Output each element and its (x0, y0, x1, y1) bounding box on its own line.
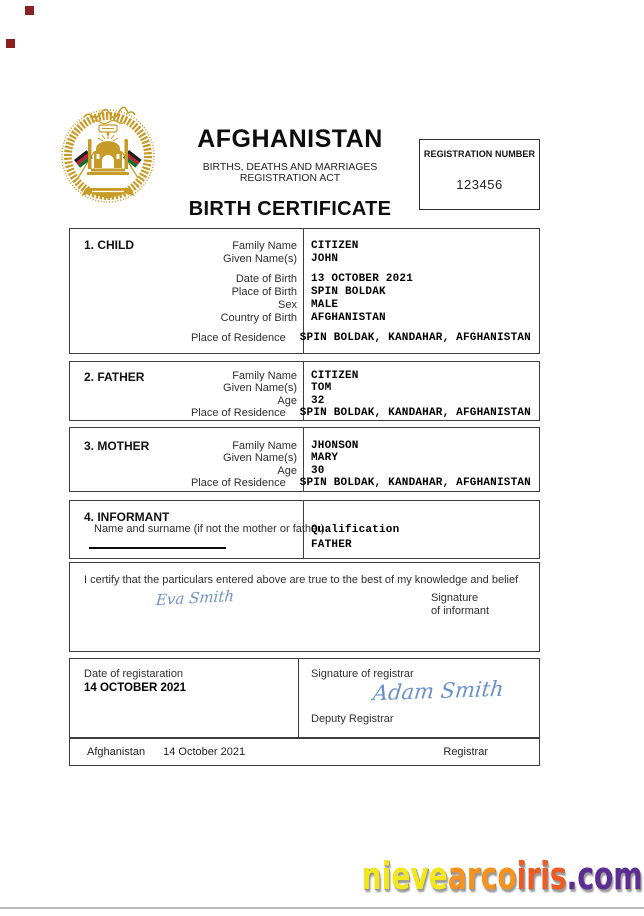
field-value: SPIN BOLDAK, KANDAHAR, AFGHANISTAN (299, 406, 531, 419)
country-title: AFGHANISTAN (197, 125, 383, 153)
section-mother (69, 427, 540, 492)
mother-fields (70, 440, 531, 489)
field-label: Family Name (232, 370, 297, 382)
registration-number-label: REGISTRATION NUMBER (423, 149, 536, 159)
watermark-segment: nieve (362, 854, 449, 898)
field-value: SPIN BOLDAK, KANDAHAR, AFGHANISTAN (299, 476, 531, 489)
field-row (70, 382, 531, 394)
field-label: Place of Residence (190, 406, 286, 419)
bottom-divider-line (0, 907, 644, 909)
child-fields (70, 240, 531, 345)
field-label: Sex (278, 299, 297, 311)
field-label: Place of Residence (190, 332, 286, 344)
informant-name-blank-line (89, 547, 226, 549)
field-row (70, 286, 531, 299)
section-title: 3. MOTHER (84, 439, 150, 453)
field-row (70, 407, 531, 419)
signature-caption (431, 592, 489, 618)
field-row (70, 370, 531, 382)
certification-statement: I certify that the particulars entered above are true to the best of my knowledge and belief (84, 574, 519, 586)
field-row (70, 240, 531, 253)
informant-signature: Eva Smith (155, 586, 235, 610)
section-father (69, 361, 540, 421)
section-informant (69, 500, 540, 559)
field-value: MALE (311, 299, 339, 311)
field-value: MARY (311, 452, 339, 465)
father-fields (70, 370, 531, 419)
field-row (70, 312, 531, 325)
field-value: 32 (311, 394, 325, 407)
field-value: CITIZEN (311, 370, 359, 382)
field-row (70, 253, 531, 266)
field-label: Age (277, 464, 297, 477)
afghanistan-emblem-icon (58, 100, 158, 210)
watermark-segment: .com (567, 854, 643, 898)
field-value: JOHN (311, 253, 339, 265)
watermark-segment: iris (517, 854, 568, 898)
decoration-square (25, 6, 34, 15)
field-label: Given Name(s) (223, 382, 297, 395)
field-value: 13 OCTOBER 2021 (311, 273, 414, 285)
signature-caption-line1: Signature (431, 592, 479, 604)
registrar-signature: Adam Smith (371, 676, 505, 706)
column-divider (298, 659, 299, 737)
footer-row (69, 738, 540, 766)
act-subtitle: BIRTHS, DEATHS AND MARRIAGES REGISTRATION ACT (202, 162, 378, 184)
registration-date-value: 14 OCTOBER 2021 (84, 682, 187, 694)
field-row (70, 477, 531, 489)
footer-country: Afghanistan (87, 746, 146, 758)
decoration-square (6, 39, 15, 48)
field-label: Date of Birth (235, 273, 297, 285)
field-value: AFGHANISTAN (311, 312, 386, 324)
field-label: Family Name (232, 240, 297, 252)
qualification-value: FATHER (311, 539, 352, 551)
field-value: TOM (311, 382, 332, 395)
section-child (69, 228, 540, 354)
registrar-signature-label: Signature of registrar (311, 668, 414, 680)
registrar-title: Deputy Registrar (311, 713, 394, 725)
qualification-label: Qualification (311, 524, 400, 536)
signature-caption-line2: of informant (431, 605, 490, 617)
field-label: Given Name(s) (223, 452, 297, 465)
field-row (70, 395, 531, 407)
field-value: 30 (311, 464, 325, 477)
field-value: JHONSON (311, 440, 359, 452)
informant-name-label: Name and surname (if not the mother or father) (94, 523, 325, 535)
field-label: Place of Birth (231, 286, 297, 298)
field-value: CITIZEN (311, 240, 359, 252)
footer-date: 14 October 2021 (163, 746, 246, 758)
field-label: Place of Residence (190, 476, 286, 489)
registration-number-box (419, 139, 540, 210)
field-row (70, 440, 531, 452)
field-row (70, 273, 531, 286)
field-row (70, 332, 531, 345)
field-label: Family Name (232, 440, 297, 452)
section-title: 4. INFORMANT (84, 510, 170, 524)
certification-box (69, 562, 540, 652)
field-value: SPIN BOLDAK (311, 286, 386, 298)
registration-date-label: Date of registaration (84, 668, 184, 680)
watermark-segment: arco (448, 854, 518, 898)
header (170, 126, 410, 220)
field-label: Given Name(s) (223, 253, 297, 265)
document-title: BIRTH CERTIFICATE (188, 198, 392, 220)
field-label: Age (277, 394, 297, 407)
field-row (70, 465, 531, 477)
registrar-box (69, 658, 540, 738)
field-row (70, 299, 531, 312)
footer-role: Registrar (443, 746, 488, 758)
section-title: 2. FATHER (84, 370, 145, 384)
field-row (70, 452, 531, 464)
field-value: SPIN BOLDAK, KANDAHAR, AFGHANISTAN (299, 332, 531, 344)
section-title: 1. CHILD (84, 238, 135, 252)
registration-number-value: 123456 (456, 177, 503, 192)
watermark-logo (362, 855, 643, 897)
field-label: Country of Birth (220, 312, 297, 324)
